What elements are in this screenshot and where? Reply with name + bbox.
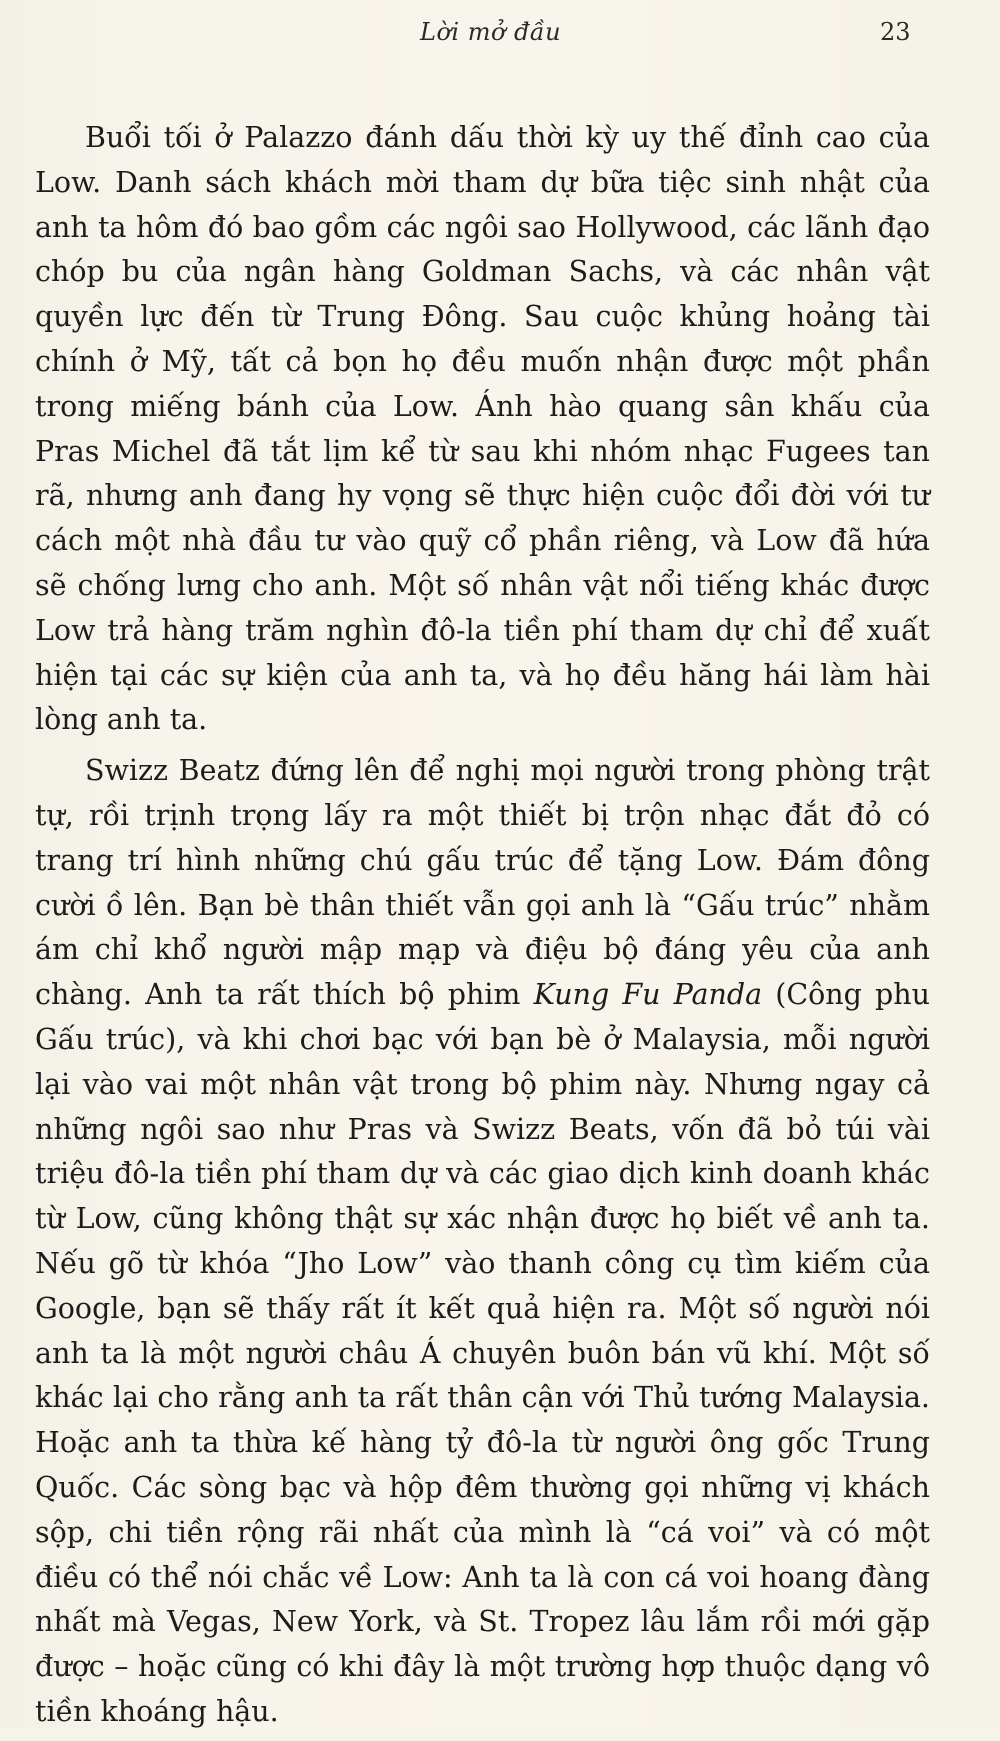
running-title: Lời mở đầu bbox=[420, 18, 562, 46]
paragraph-1: Buổi tối ở Palazzo đánh dấu thời kỳ uy thế đỉnh cao của Low. Danh sách khách mời tham dự bữa tiệc sinh nhật của anh ta hôm đó bao gồm các ngôi sao Hollywood, các lãnh đạo chóp bu của ngân hàng Goldman Sachs, và các nhân vật quyền lực đến từ Trung Đông. Sau cuộc khủng hoảng tài chính ở Mỹ, tất cả bọn họ đều muốn nhận được một phần trong miếng bánh của Low. Ánh hào quang sân khấu của Pras Michel đã tắt lịm kể từ sau khi nhóm nhạc Fugees tan rã, nhưng anh đang hy vọng sẽ thực hiện cuộc đổi đời với tư cách một nhà đầu tư vào quỹ cổ phần riêng, và Low đã hứa sẽ chống lưng cho anh. Một số nhân vật nổi tiếng khác được Low trả hàng trăm nghìn đô-la tiền phí tham dự chỉ để xuất hiện tại các sự kiện của anh ta, và họ đều hăng hái làm hài lòng anh ta. bbox=[35, 121, 930, 737]
paragraph-2-part-2: (Công phu Gấu trúc), và khi chơi bạc với bạn bè ở Malaysia, mỗi người lại vào vai một nhân vật trong bộ phim này. Nhưng ngay cả những ngôi sao như Pras và Swizz Beats, vốn đã bỏ túi vài triệu đô-la tiền phí tham dự và các giao dịch kinh doanh khác từ Low, cũng không thật sự xác nhận được họ biết về anh ta. Nếu gõ từ khóa “Jho Low” vào thanh công cụ tìm kiếm của Google, bạn sẽ thấy rất ít kết quả hiện ra. Một số người nói anh ta là một người châu Á chuyên buôn bán vũ khí. Một số khác lại cho rằng anh ta rất thân cận với Thủ tướng Malaysia. Hoặc anh ta thừa kế hàng tỷ đô-la từ người ông gốc Trung Quốc. Các sòng bạc và hộp đêm thường gọi những vị khách sộp, chi tiền rộng rãi nhất của mình là “cá voi” và có một điều có thể nói chắc về Low: Anh ta là con cá voi hoang đàng nhất mà Vegas, New York, và St. Tropez lâu lắm rồi mới gặp được – hoặc cũng có khi đây là một trường hợp thuộc dạng vô tiền khoáng hậu. bbox=[35, 978, 930, 1728]
paragraph-2 bbox=[35, 749, 930, 1735]
body-text bbox=[35, 116, 930, 1741]
paragraph-2-part-1: Swizz Beatz đứng lên để nghị mọi người trong phòng trật tự, rồi trịnh trọng lấy ra một thiết bị trộn nhạc đắt đỏ có trang trí hình những chú gấu trúc để tặng Low. Đám đông cười ồ lên. Bạn bè thân thiết vẫn gọi anh là “Gấu trúc” nhằm ám chỉ khổ người mập mạp và điệu bộ đáng yêu của anh chàng. Anh ta rất thích bộ phim bbox=[35, 754, 930, 1012]
film-title-italic: Kung Fu Panda bbox=[533, 978, 763, 1012]
page-header bbox=[0, 18, 1000, 62]
page-number: 23 bbox=[880, 18, 911, 46]
